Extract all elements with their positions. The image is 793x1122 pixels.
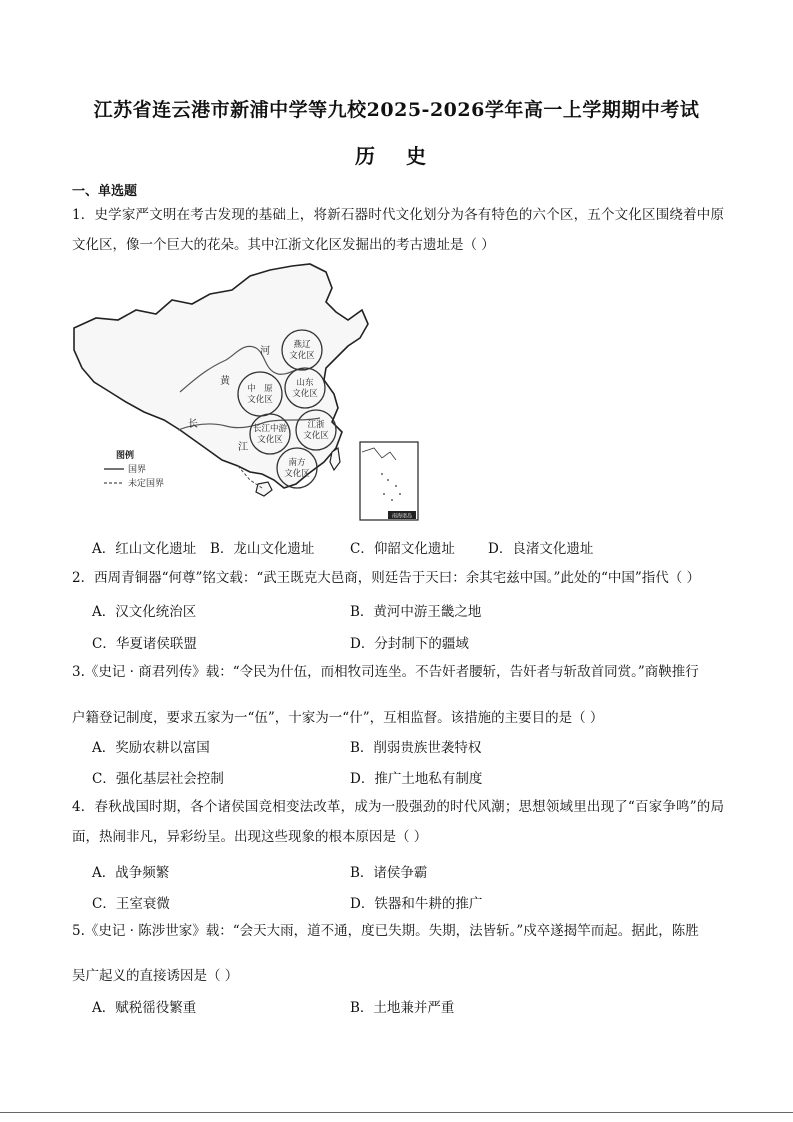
river-label-he: 河 — [260, 346, 270, 357]
legend-border: 国界 — [128, 465, 147, 475]
map-label-shandong-1: 山东 — [296, 378, 314, 388]
q1-option-b[interactable]: B．龙山文化遗址 — [210, 541, 315, 557]
q2-option-a[interactable]: A．汉文化统治区 — [92, 604, 197, 620]
q3-option-d[interactable]: D．推广土地私有制度 — [350, 771, 483, 787]
map-legend — [104, 449, 164, 489]
south-china-sea-inset — [360, 442, 418, 520]
map-label-shandong-2: 文化区 — [292, 389, 318, 399]
question-3-stem-line2: 户籍登记制度，要求五家为一“伍”，十家为一“什”，互相监督。该措施的主要目的是（ ） — [72, 710, 604, 726]
q1-option-c[interactable]: C．仰韶文化遗址 — [350, 541, 455, 557]
map-label-changjiang-2: 文化区 — [257, 435, 283, 445]
map-label-yanliao-2: 文化区 — [289, 351, 315, 361]
question-2-stem: 2．西周青铜器“何尊”铭文载：“武王既克大邑商，则廷告于天曰：余其宅兹中国。”此处的“中国”指代（ ） — [72, 570, 701, 586]
page-bottom-rule — [0, 1112, 793, 1113]
map-label-zhongyuan-2: 文化区 — [247, 395, 273, 405]
q5-option-b[interactable]: B．土地兼并严重 — [350, 1000, 455, 1016]
river-label-jiang: 江 — [238, 442, 248, 453]
question-5-stem-line1: 5.《史记 · 陈涉世家》载：“会天大雨，道不通，度已失期。失期，法皆斩。”戍卒遂揭竿而起。据此，陈胜 — [72, 923, 699, 939]
legend-title: 图例 — [116, 451, 135, 461]
exam-title: 江苏省连云港市新浦中学等九校2025-2026学年高一上学期期中考试 — [93, 99, 700, 121]
question-1-stem: 1．史学家严文明在考古发现的基础上，将新石器时代文化划分为各有特色的六个区，五个文化区围绕着中原文化区，像一个巨大的花朵。其中江浙文化区发掘出的考古遗址是（ ） — [72, 207, 724, 253]
q4-option-c[interactable]: C．王室衰微 — [92, 896, 170, 912]
q1-option-d[interactable]: D．良渚文化遗址 — [488, 541, 594, 557]
map-label-jiangzhe-2: 文化区 — [303, 431, 329, 441]
question-4-stem: 4．春秋战国时期，各个诸侯国竞相变法改革，成为一股强劲的时代风潮；思想领域里出现了“百家争鸣”的局面，热闹非凡，异彩纷呈。出现这些现象的根本原因是（ ） — [72, 799, 724, 845]
question-5-stem-line2: 吴广起义的直接诱因是（ ） — [72, 968, 239, 984]
river-label-chang: 长 — [188, 419, 198, 430]
river-label-huang: 黄 — [220, 376, 230, 387]
q1-option-a[interactable]: A．红山文化遗址 — [92, 541, 197, 557]
q3-option-a[interactable]: A．奖励农耕以富国 — [92, 740, 210, 756]
question-3-stem-line1: 3.《史记 · 商君列传》载：“令民为什伍，而相牧司连坐。不告奸者腰斩，告奸者与斩敌首同赏。”商鞅推行 — [72, 664, 699, 680]
q3-option-c[interactable]: C．强化基层社会控制 — [92, 771, 224, 787]
q4-option-b[interactable]: B．诸侯争霸 — [350, 865, 428, 881]
map-label-jiangzhe-1: 江浙 — [307, 420, 325, 430]
map-label-nanfang-2: 文化区 — [284, 469, 310, 479]
inset-caption: 南海诸岛 — [391, 513, 413, 520]
q2-option-d[interactable]: D．分封制下的疆域 — [350, 636, 469, 652]
legend-undetermined: 未定国界 — [128, 479, 165, 489]
hainan-island — [256, 482, 272, 496]
q3-option-b[interactable]: B．削弱贵族世袭特权 — [350, 740, 482, 756]
section-label: 一、单选题 — [72, 184, 138, 199]
q4-option-d[interactable]: D．铁器和牛耕的推广 — [350, 896, 483, 912]
subject-title: 历 史 — [355, 144, 438, 168]
q4-option-a[interactable]: A．战争频繁 — [92, 865, 170, 881]
map-label-zhongyuan-1: 中 原 — [247, 384, 273, 394]
q2-option-c[interactable]: C．华夏诸侯联盟 — [92, 636, 197, 652]
china-culture-map — [70, 262, 430, 527]
map-label-nanfang-1: 南方 — [288, 458, 306, 468]
q5-option-a[interactable]: A．赋税徭役繁重 — [92, 1000, 197, 1016]
q2-option-b[interactable]: B．黄河中游王畿之地 — [350, 604, 482, 620]
map-label-yanliao-1: 燕辽 — [293, 340, 311, 350]
map-label-changjiang-1: 长江中游 — [252, 424, 288, 434]
